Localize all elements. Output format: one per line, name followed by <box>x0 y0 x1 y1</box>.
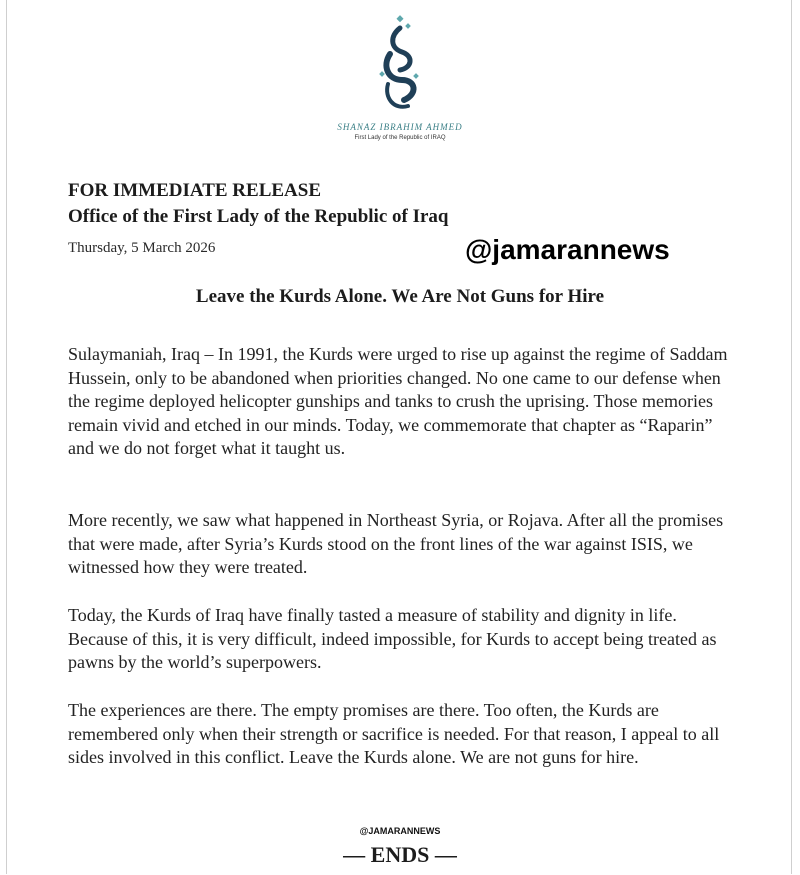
paragraph-3: Today, the Kurds of Iraq have finally tasted a measure of stability and dignity in life. Because of this, it is very difficult, indeed impossible, for Kurds to accept being treated as pawns by the world’s superpowers. <box>68 605 717 672</box>
ends-marker: — ENDS — <box>343 842 457 867</box>
paragraph-1: Sulaymaniah, Iraq – In 1991, the Kurds were urged to rise up against the regime of Saddam Hussein, only to be abandoned when priorities changed. No one came to our defense when the regime deployed helicopter gunships and tanks to crush the uprising. Those memories remain vivid and etched in our minds. Today, we commemorate that chapter as “Raparin” and we do not forget what it taught us. <box>68 344 728 458</box>
paragraph-2: More recently, we saw what happened in Northeast Syria, or Rojava. After all the promises that were made, after Syria’s Kurds stood on the front lines of the war against ISIS, we witnessed how they were treated. <box>68 510 724 577</box>
release-label: FOR IMMEDIATE RELEASE <box>68 180 322 201</box>
release-date: Thursday, 5 March 2026 <box>68 240 216 256</box>
footer-handle: @JAMARANNEWS <box>359 826 441 836</box>
paragraph-4: The experiences are there. The empty promises are there. Too often, the Kurds are remembered only when their strength or sacrifice is needed. For that reason, I appeal to all sides involved in this conflict. Leave the Kurds alone. We are not guns for hire. <box>68 700 720 767</box>
calligraphy-logo-icon <box>330 14 470 154</box>
brand-name: SHANAZ IBRAHIM AHMED <box>337 122 463 132</box>
office-title: Office of the First Lady of the Republic of Iraq <box>68 206 449 227</box>
headline: Leave the Kurds Alone. We Are Not Guns for Hire <box>195 286 605 307</box>
watermark-handle: @jamarannews <box>465 234 670 265</box>
brand-subtitle: First Lady of the Republic of IRAQ <box>354 135 446 141</box>
